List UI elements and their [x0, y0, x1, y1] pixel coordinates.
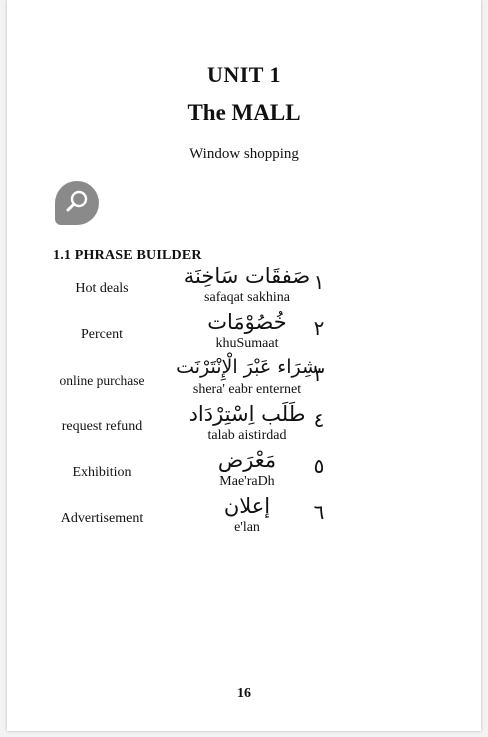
phrase-arabic: خُصُوْمَات: [207, 310, 287, 334]
phrase-english: Advertisement: [60, 511, 144, 526]
unit-label: UNIT 1: [206, 62, 282, 87]
phrase-transliteration: shera' eabr enternet: [192, 382, 302, 397]
phrase-arabic: مَعْرَض: [217, 448, 277, 472]
search-icon: [64, 188, 90, 219]
phrase-number: ١: [313, 270, 325, 294]
phrase-transliteration: khuSumaat: [215, 336, 279, 351]
phrase-english: request refund: [61, 419, 143, 434]
page-number: 16: [237, 686, 251, 701]
phrase-arabic: صَفقَات سَاخِنَة: [183, 264, 311, 288]
phrase-english: Percent: [81, 327, 123, 342]
phrase-number: ٦: [313, 500, 325, 524]
phrase-transliteration: e'lan: [234, 520, 260, 535]
phrase-number: ٣: [313, 362, 325, 386]
phrase-arabic: إعلان: [223, 494, 271, 518]
section-heading: 1.1 PHRASE BUILDER: [53, 248, 202, 263]
phrase-number: ٢: [313, 316, 325, 340]
phrase-transliteration: talab aistirdad: [207, 428, 287, 443]
page-subtitle: Window shopping: [189, 146, 299, 162]
phrase-number: ٤: [313, 408, 325, 432]
phrase-english: online purchase: [59, 373, 145, 388]
search-button[interactable]: [55, 181, 99, 225]
phrase-row: [7, 494, 481, 546]
phrase-english: Hot deals: [75, 281, 129, 296]
phrase-english: Exhibition: [72, 465, 132, 480]
phrase-transliteration: safaqat sakhina: [204, 290, 290, 305]
book-page: [7, 0, 481, 731]
phrase-transliteration: Mae'raDh: [219, 474, 275, 489]
phrase-number: ٥: [313, 454, 325, 478]
phrase-arabic: شِرَاء عَبْرَ الْإِنْتَرْنَت: [176, 356, 318, 378]
page-title: The MALL: [187, 100, 301, 125]
phrase-arabic: طَلَب اِسْتِرْدَاد: [188, 402, 306, 426]
